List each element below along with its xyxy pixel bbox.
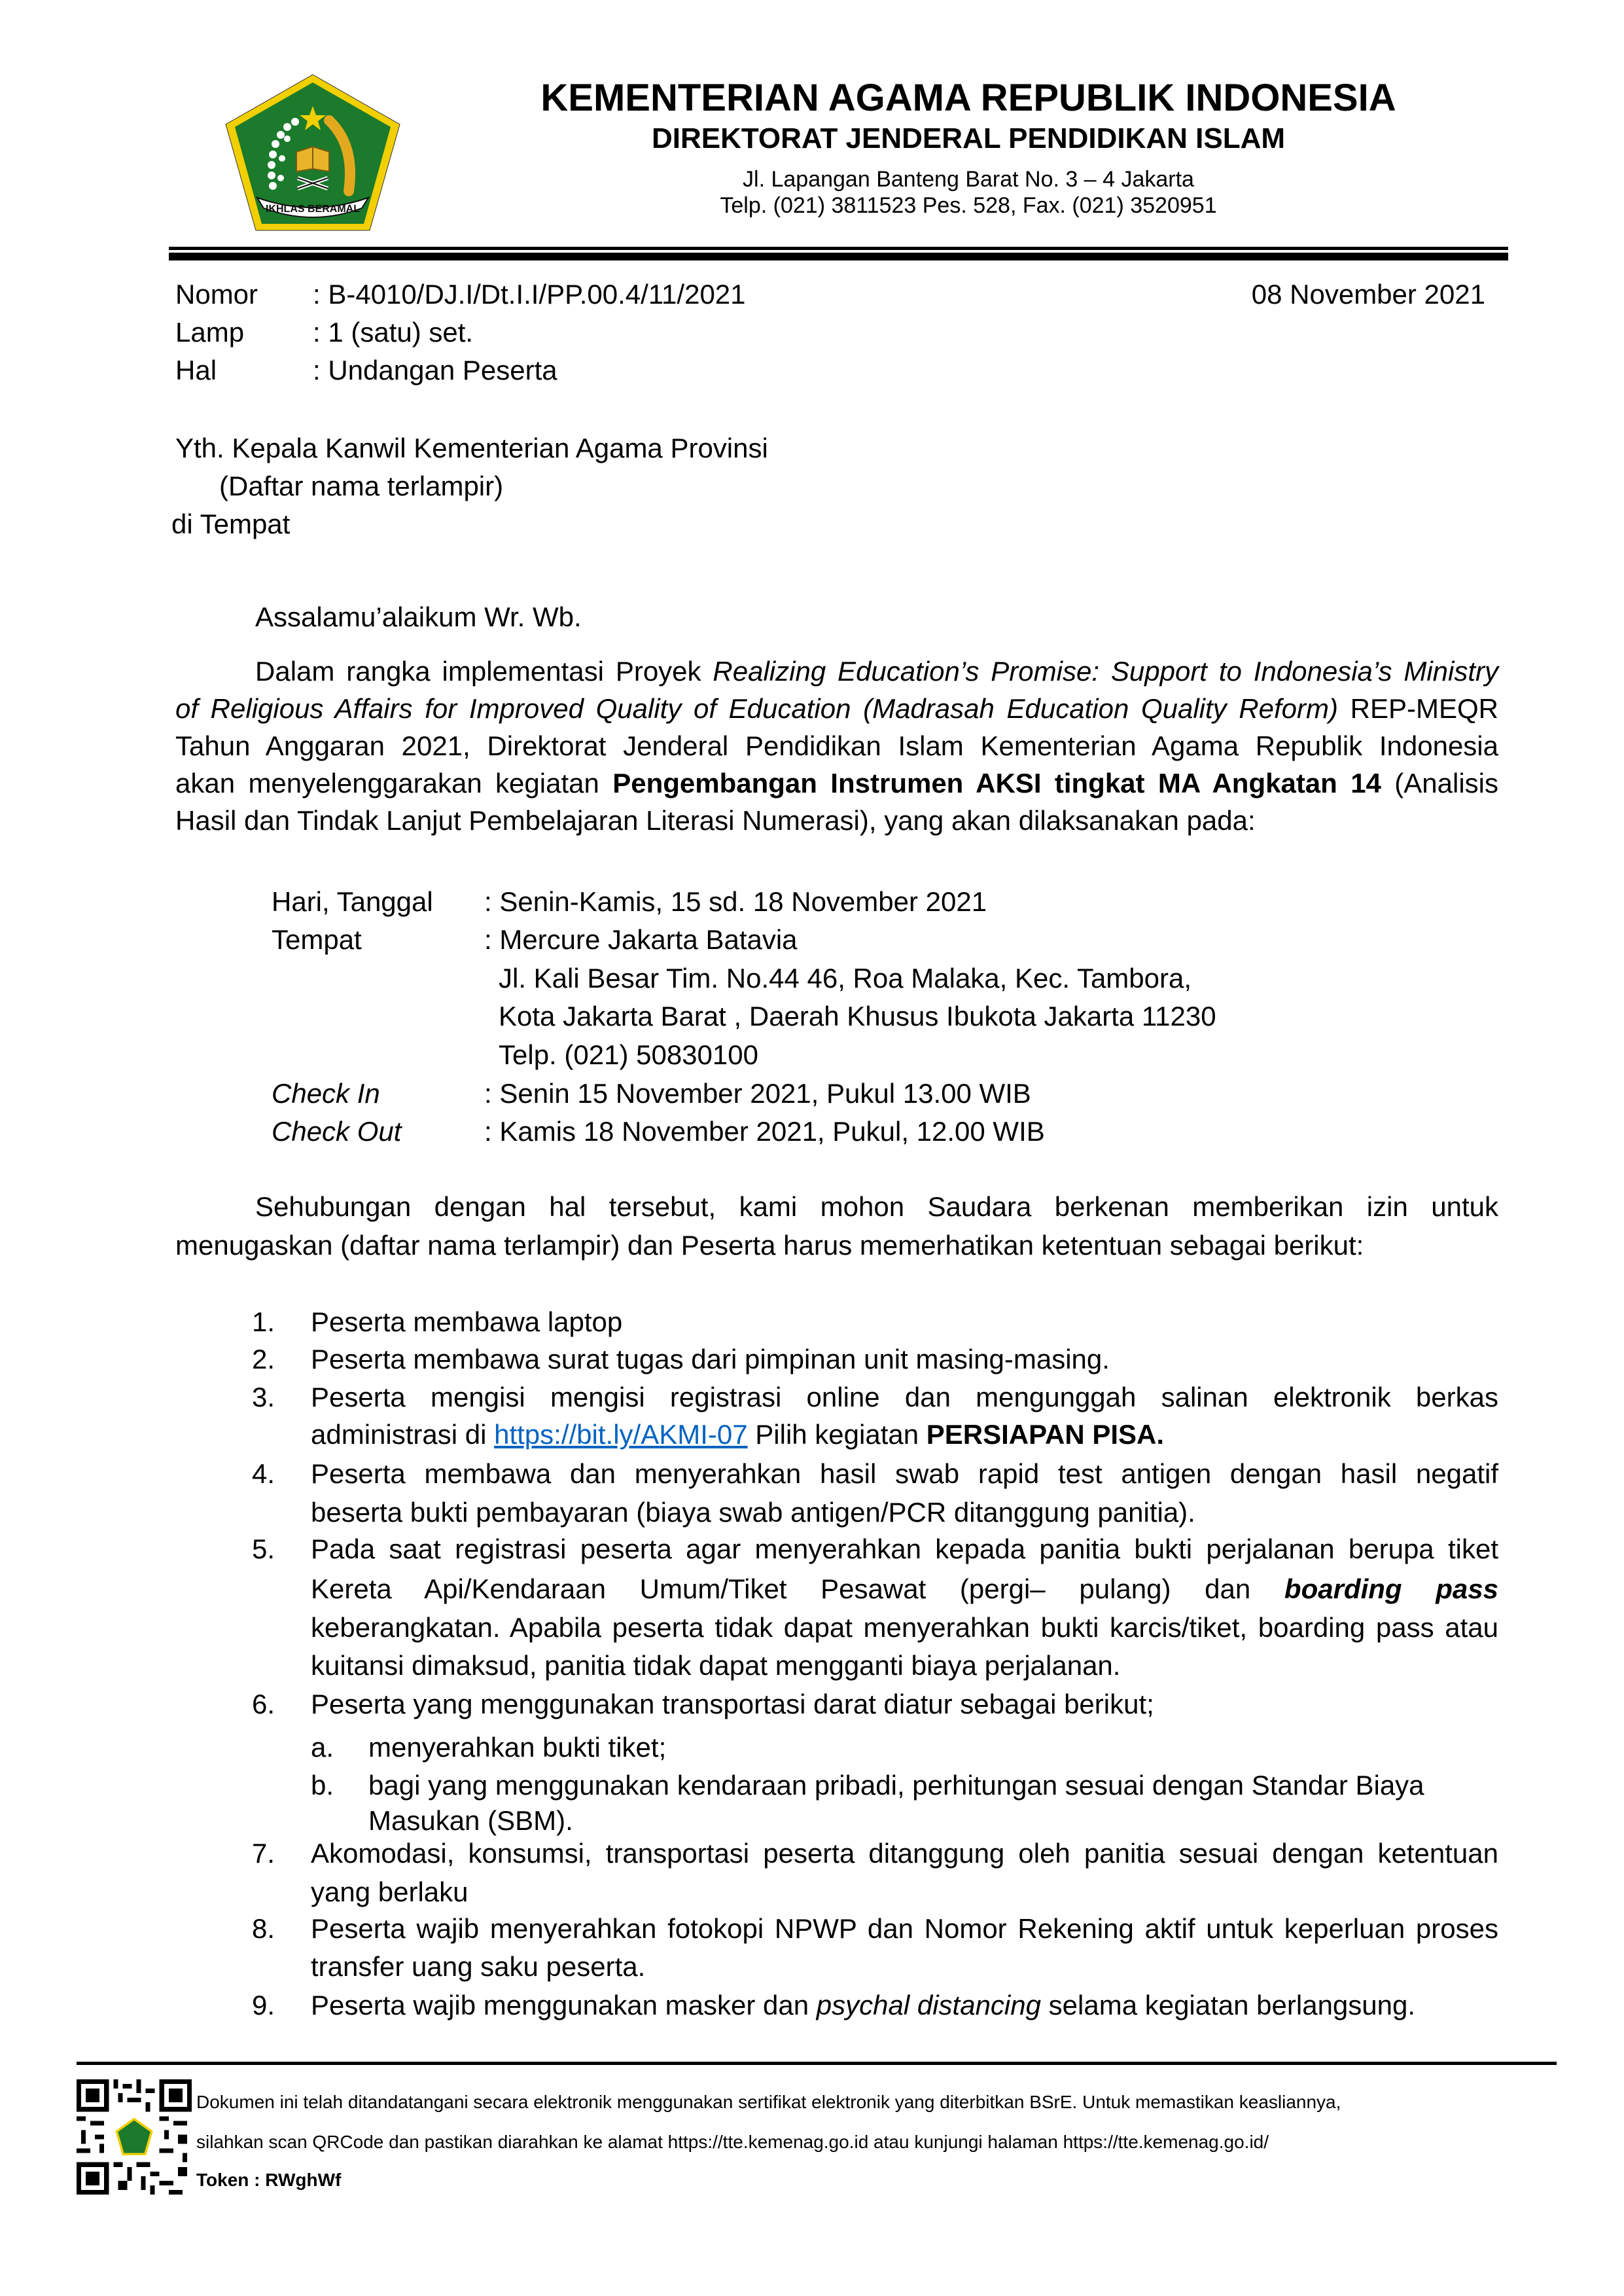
hal-value: : Undangan Peserta xyxy=(313,355,557,386)
footer-signature-note: Dokumen ini telah ditandatangani secara elektronik menggunakan sertifikat elektronik yang diterbitkan BSrE. Untuk memastikan keasliannya, xyxy=(196,2092,1341,2112)
checkin-value: : Senin 15 November 2021, Pukul 13.00 WIB xyxy=(484,1078,1031,1109)
list-item-7-line-2: yang berlaku xyxy=(311,1876,468,1907)
text: selama kegiatan berlangsung. xyxy=(1040,1990,1416,2020)
checkout-value: : Kamis 18 November 2021, Pukul, 12.00 WIB xyxy=(484,1116,1045,1147)
text: REP-MEQR xyxy=(1338,693,1498,724)
list-item-4-line-1: Peserta membawa dan menyerahkan hasil swab rapid test antigen dengan hasil negatif xyxy=(311,1458,1498,1489)
letterhead-address: Jl. Lapangan Banteng Barat No. 3 – 4 Jakarta xyxy=(743,167,1194,192)
nomor-value: : B-4010/DJ.I/Dt.I.I/PP.00.4/11/2021 xyxy=(313,279,746,310)
footer-divider xyxy=(77,2062,1557,2065)
list-item-5-line-2 xyxy=(311,1573,1498,1605)
hari-label: Hari, Tanggal xyxy=(272,886,433,917)
list-number: 5. xyxy=(252,1534,275,1564)
lamp-value: : 1 (satu) set. xyxy=(313,317,474,348)
lamp-label: Lamp xyxy=(175,317,245,348)
paragraph-intro-line-2 xyxy=(175,692,1498,725)
list-item-5-line-4: kuitansi dimaksud, panitia tidak dapat mengganti biaya perjalanan. xyxy=(311,1650,1121,1681)
paragraph-request-line-2: menugaskan (daftar nama terlampir) dan Peserta harus memerhatikan ketentuan sebagai berikut: xyxy=(175,1230,1364,1261)
list-item-1: Peserta membawa laptop xyxy=(311,1306,623,1337)
list-item-3-line-2 xyxy=(311,1418,1164,1451)
list-number: 2. xyxy=(252,1344,275,1374)
letterhead-phone: Telp. (021) 3811523 Pes. 528, Fax. (021) 3520951 xyxy=(720,193,1217,218)
venue-address-2: Kota Jakarta Barat , Daerah Khusus Ibukota Jakarta 11230 xyxy=(499,1001,1216,1031)
distancing-term: psychal distancing xyxy=(816,1990,1041,2020)
ministry-name: KEMENTERIAN AGAMA REPUBLIK INDONESIA xyxy=(540,77,1396,119)
hari-value: : Senin-Kamis, 15 sd. 18 November 2021 xyxy=(484,886,987,917)
list-item-9 xyxy=(311,1989,1415,2022)
list-item-7-line-1: Akomodasi, konsumsi, transportasi peserta ditanggung oleh panitia sesuai dengan ketentuan xyxy=(311,1838,1498,1869)
list-number: 4. xyxy=(252,1458,275,1489)
text: akan menyelenggarakan kegiatan xyxy=(175,768,613,798)
letter-date: 08 November 2021 xyxy=(1251,279,1485,310)
list-item-3-line-1: Peserta mengisi mengisi registrasi online dan mengunggah salinan elektronik berkas xyxy=(311,1382,1498,1412)
list-number: 1. xyxy=(252,1306,275,1337)
list-number: 3. xyxy=(252,1382,275,1412)
project-name-cont: of Religious Affairs for Improved Quality of Education (Madrasah Education Quality Reform) xyxy=(175,693,1338,724)
list-number: 7. xyxy=(252,1838,275,1869)
ministry-logo-icon xyxy=(224,73,401,232)
text: Peserta wajib menggunakan masker dan xyxy=(311,1990,817,2020)
footer-token: Token : RWghWf xyxy=(196,2170,342,2190)
nomor-label: Nomor xyxy=(175,279,258,310)
paragraph-intro-line-3: Tahun Anggaran 2021, Direktorat Jenderal Pendidikan Islam Kementerian Agama Republik Indonesia xyxy=(175,730,1498,761)
text: (Analisis xyxy=(1381,768,1498,798)
activity-name: Pengembangan Instrumen AKSI tingkat MA Angkatan 14 xyxy=(612,768,1381,798)
hal-label: Hal xyxy=(175,355,217,386)
recipient-line-2: (Daftar nama terlampir) xyxy=(219,471,504,501)
recipient-line-1: Yth. Kepala Kanwil Kementerian Agama Provinsi xyxy=(175,433,768,463)
checkin-label: Check In xyxy=(272,1078,380,1109)
tempat-label: Tempat xyxy=(272,924,362,955)
footer-verification-note: silahkan scan QRCode dan pastikan diarahkan ke alamat https://tte.kemenag.go.id atau kunjungi halaman https://tte.kemenag.go.id/ xyxy=(196,2132,1269,2152)
registration-link[interactable]: https://bit.ly/AKMI-07 xyxy=(494,1419,748,1450)
list-item-5-line-3: keberangkatan. Apabila peserta tidak dapat menyerahkan bukti karcis/tiket, boarding pass atau xyxy=(311,1612,1498,1643)
directorate-name: DIREKTORAT JENDERAL PENDIDIKAN ISLAM xyxy=(651,122,1286,154)
list-item-6: Peserta yang menggunakan transportasi darat diatur sebagai berikut; xyxy=(311,1689,1154,1719)
list-item-5-line-1: Pada saat registrasi peserta agar menyerahkan kepada panitia bukti perjalanan berupa tiket xyxy=(311,1534,1498,1564)
project-name: Realizing Education’s Promise: Support to Indonesia’s Ministry xyxy=(713,656,1498,687)
list-item-8-line-1: Peserta wajib menyerahkan fotokopi NPWP dan Nomor Rekening aktif untuk keperluan proses xyxy=(311,1913,1498,1944)
checkout-label: Check Out xyxy=(272,1116,402,1147)
greeting: Assalamu’alaikum Wr. Wb. xyxy=(255,601,582,632)
paragraph-request-line-1: Sehubungan dengan hal tersebut, kami mohon Saudara berkenan memberikan izin untuk xyxy=(255,1191,1498,1222)
paragraph-intro-line-4 xyxy=(175,767,1498,800)
sublist-item-a: menyerahkan bukti tiket; xyxy=(368,1732,667,1763)
tempat-value: : Mercure Jakarta Batavia xyxy=(484,924,798,955)
list-number: 8. xyxy=(252,1913,275,1944)
list-item-4-line-2: beserta bukti pembayaran (biaya swab antigen/PCR ditanggung panitia). xyxy=(311,1497,1195,1528)
list-number: 6. xyxy=(252,1689,275,1719)
sublist-letter: a. xyxy=(311,1732,334,1763)
list-number: 9. xyxy=(252,1990,275,2020)
text: Kereta Api/Kendaraan Umum/Tiket Pesawat (pergi– pulang) dan xyxy=(311,1573,1284,1604)
qr-code-icon[interactable] xyxy=(77,2079,192,2195)
venue-address-1: Jl. Kali Besar Tim. No.44 46, Roa Malaka, Kec. Tambora, xyxy=(499,963,1192,994)
text: administrasi di xyxy=(311,1419,495,1450)
sublist-letter: b. xyxy=(311,1770,334,1801)
paragraph-intro-line-5: Hasil dan Tindak Lanjut Pembelajaran Literasi Numerasi), yang akan dilaksanakan pada: xyxy=(175,805,1256,836)
list-item-8-line-2: transfer uang saku peserta. xyxy=(311,1951,646,1982)
list-item-2: Peserta membawa surat tugas dari pimpinan unit masing-masing. xyxy=(311,1344,1110,1374)
paragraph-intro-line-1 xyxy=(255,655,1498,688)
sublist-item-b-line-1: bagi yang menggunakan kendaraan pribadi, perhitungan sesuai dengan Standar Biaya xyxy=(368,1770,1424,1801)
recipient-line-3: di Tempat xyxy=(171,509,291,539)
text: Dalam rangka implementasi Proyek xyxy=(255,656,713,687)
sublist-item-b-line-2: Masukan (SBM). xyxy=(368,1805,573,1836)
svg-text:IKHLAS BERAMAL: IKHLAS BERAMAL xyxy=(266,204,360,215)
boarding-pass-term: boarding pass xyxy=(1284,1573,1498,1604)
text: Pilih kegiatan xyxy=(747,1419,927,1450)
venue-phone: Telp. (021) 50830100 xyxy=(499,1039,758,1070)
activity-choice: PERSIAPAN PISA. xyxy=(926,1419,1165,1450)
letterhead-divider-thick xyxy=(169,253,1508,260)
letterhead-divider-thin xyxy=(169,247,1508,250)
